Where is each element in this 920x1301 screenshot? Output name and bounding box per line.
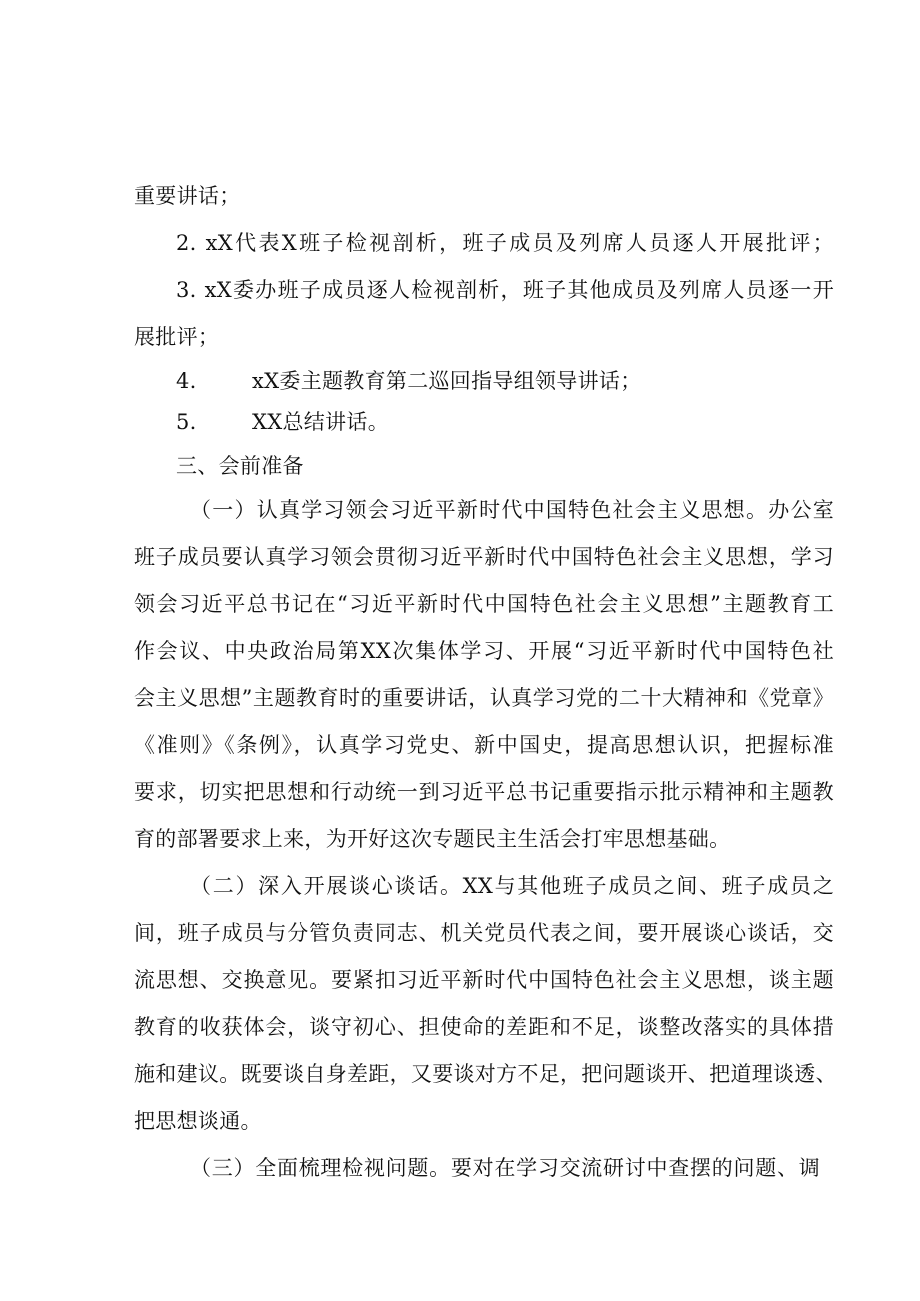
paragraph-2-line-1: （二）深入开展谈心谈话。XX与其他班子成员之间、班子成员之 — [190, 874, 834, 898]
list-item-3-continued: 展批评； — [134, 325, 220, 349]
paragraph-1-line-1: （一）认真学习领会习近平新时代中国特色社会主义思想。办公室 — [190, 498, 834, 522]
list-item-4-number: 4. — [176, 369, 197, 393]
text-line-1: 重要讲话； — [134, 184, 241, 208]
paragraph-1-line-4: 作会议、中央政治局第XX次集体学习、开展“习近平新时代中国特色社 — [134, 639, 834, 663]
list-item-5-number: 5. — [176, 410, 197, 434]
paragraph-2-line-5: 施和建议。既要谈自身差距，又要谈对方不足，把问题谈开、把道理谈透、 — [134, 1062, 837, 1086]
paragraph-1-line-3: 领会习近平总书记在“习近平新时代中国特色社会主义思想”主题教育工 — [134, 592, 834, 616]
list-item-4-text: xX委主题教育第二巡回指导组领导讲话； — [252, 369, 642, 393]
paragraph-2-line-3: 流思想、交换意见。要紧扣习近平新时代中国特色社会主义思想，谈主题 — [134, 968, 834, 992]
paragraph-1-line-5: 会主义思想”主题教育时的重要讲话，认真学习党的二十大精神和《党章》 — [134, 686, 834, 710]
section-heading-3: 三、会前准备 — [176, 454, 304, 478]
paragraph-1-line-2: 班子成员要认真学习领会贯彻习近平新时代中国特色社会主义思想，学习 — [134, 545, 834, 569]
paragraph-1-line-7: 要求，切实把思想和行动统一到习近平总书记重要指示批示精神和主题教 — [134, 780, 834, 804]
list-item-3: 3. xX委办班子成员逐人检视剖析，班子其他成员及列席人员逐一开 — [176, 278, 834, 302]
paragraph-1-line-6: 《准则》《条例》，认真学习党史、新中国史，提高思想认识，把握标准 — [134, 733, 834, 757]
paragraph-2-line-2: 间，班子成员与分管负责同志、机关党员代表之间，要开展谈心谈话，交 — [134, 921, 834, 945]
paragraph-3-line-1: （三）全面梳理检视问题。要对在学习交流研讨中查摆的问题、调 — [190, 1156, 820, 1180]
paragraph-1-line-8: 育的部署要求上来，为开好这次专题民主生活会打牢思想基础。 — [134, 827, 731, 851]
paragraph-2-line-4: 教育的收获体会，谈守初心、担使命的差距和不足，谈整改落实的具体措 — [134, 1015, 834, 1039]
paragraph-2-line-6: 把思想谈通。 — [134, 1109, 262, 1133]
list-item-2: 2. xX代表X班子检视剖析，班子成员及列席人员逐人开展批评； — [176, 231, 834, 255]
list-item-5-text: XX总结讲话。 — [252, 410, 389, 434]
